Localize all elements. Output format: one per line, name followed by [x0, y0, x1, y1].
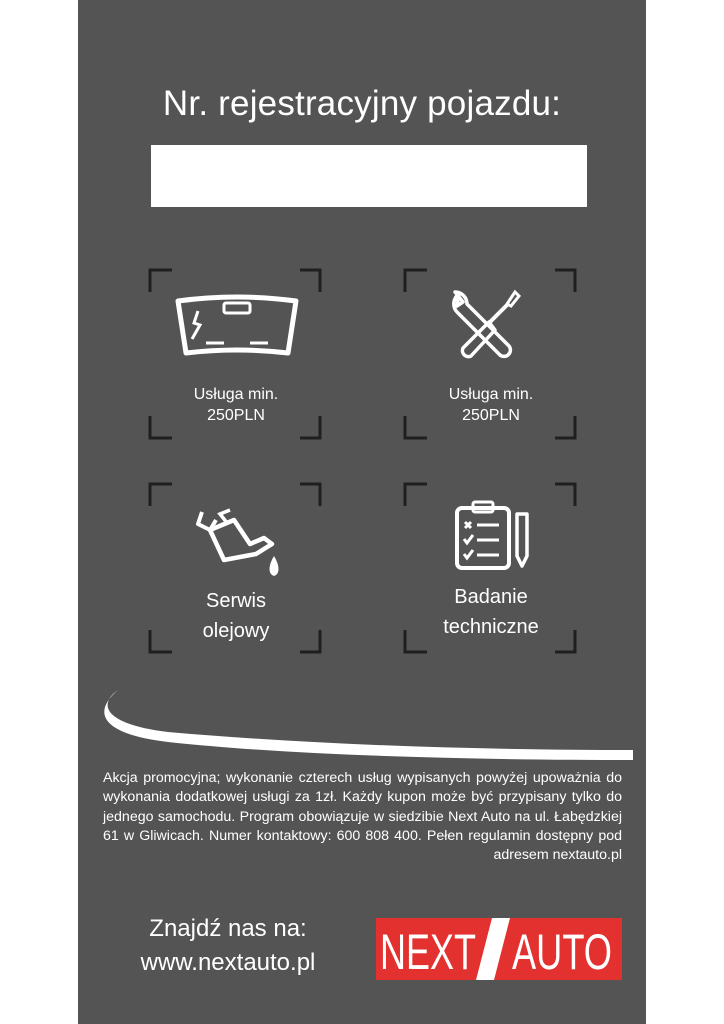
windshield-icon	[170, 295, 304, 361]
service-label-repair: Usługa min. 250PLN	[448, 386, 534, 424]
service-tile-repair	[405, 268, 577, 440]
oil-can-icon	[190, 500, 282, 580]
wrench-screwdriver-icon	[449, 288, 523, 362]
page-title: Nr. rejestracyjny pojazdu:	[162, 84, 562, 123]
logo-auto-text: AUTO	[512, 924, 612, 980]
service-label-inspection: Badanie techniczne	[443, 586, 539, 638]
logo-next-text: NEXT	[380, 924, 476, 980]
registration-number-field[interactable]	[151, 145, 587, 207]
swoosh-divider	[78, 680, 646, 770]
find-us-label: Znajdź nas na:	[149, 915, 307, 942]
service-tile-windshield	[150, 268, 322, 440]
coupon-card	[78, 0, 646, 1024]
service-tile-inspection	[405, 482, 577, 654]
service-label-windshield: Usługa min. 250PLN	[193, 386, 279, 424]
clipboard-checklist-icon	[453, 500, 533, 572]
next-auto-logo	[376, 918, 622, 980]
find-us-block	[108, 912, 348, 980]
service-tile-oil	[150, 482, 322, 654]
service-label-oil: Serwis olejowy	[202, 590, 270, 642]
terms-text: Akcja promocyjna; wykonanie czterech usług wypisanych powyżej upoważnia do wykonania dodatkowej usługi za 1zł. Każdy kupon może być przypisany tylko do jednego samochodu. Program obowiązuje w siedzibie Next Auto na ul. Łabędzkiej 61 w Gliwicach. Numer kontaktowy: 600 808 400. Pełen regulamin dostępny pod adresem nextauto.pl	[103, 770, 622, 864]
website-link[interactable]: www.nextauto.pl	[140, 949, 316, 976]
